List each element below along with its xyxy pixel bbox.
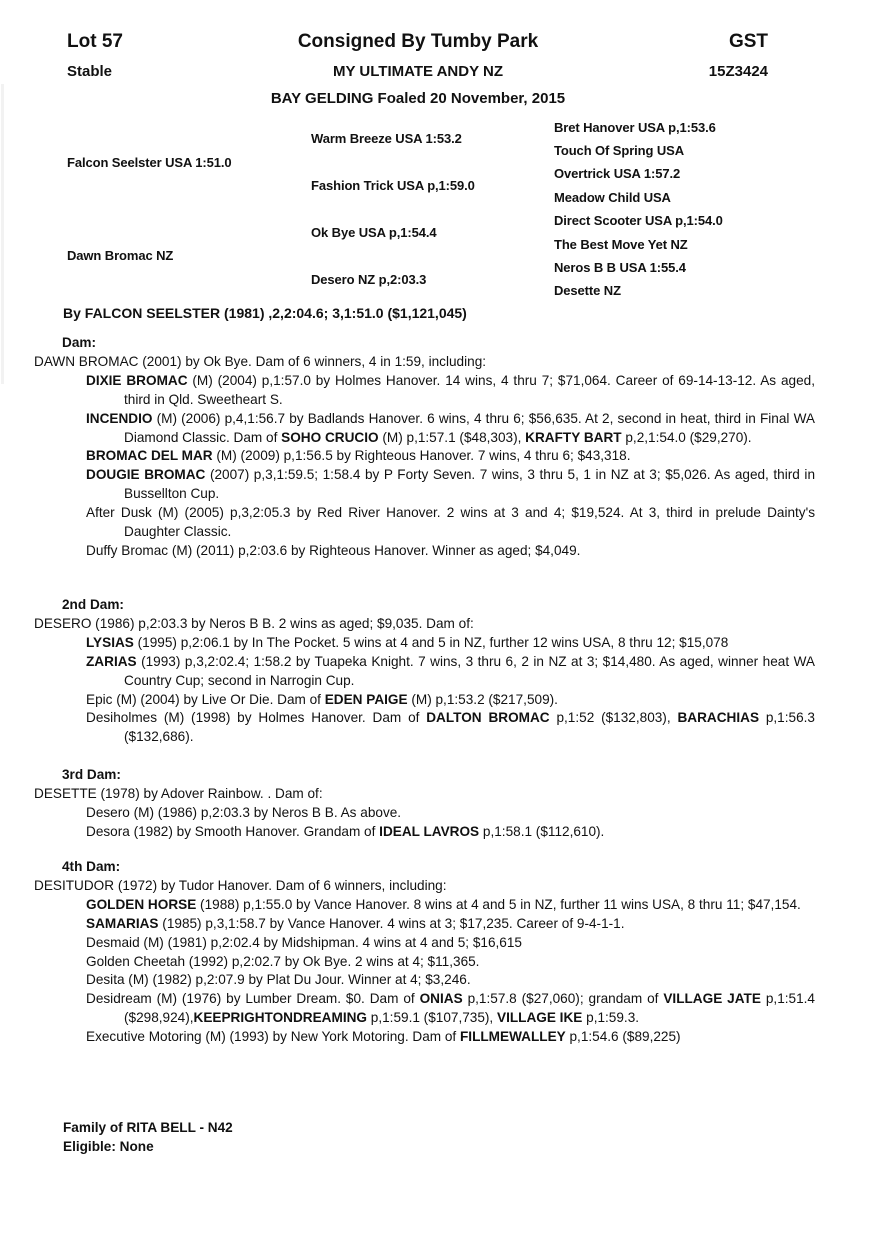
entry-text: p,1:58.1 ($112,610). (479, 823, 605, 839)
horse-name-bold: LYSIAS (86, 634, 134, 650)
section-title: 3rd Dam: (62, 767, 121, 782)
horse-name-bold: KRAFTY BART (525, 429, 622, 445)
entry-text: (M) (2009) p,1:56.5 by Righteous Hanover. 7 wins, 4 thru 6; $43,318. (212, 448, 631, 464)
horse-name-bold: DIXIE BROMAC (86, 372, 188, 388)
horse-name-bold: GOLDEN HORSE (86, 896, 197, 912)
section-dam-line: DESERO (1986) p,2:03.3 by Neros B B. 2 wins as aged; $9,035. Dam of: (34, 615, 474, 631)
progeny-entry (62, 971, 815, 990)
page-edge-shadow (1, 84, 4, 384)
horse-name-bold: KEEPRIGHTONDREAMING (193, 1010, 367, 1026)
progeny-entry (62, 504, 815, 542)
horse-name-bold: SOHO CRUCIO (281, 429, 379, 445)
pedigree-dam-dam: Desero NZ p,2:03.3 (311, 272, 427, 287)
pedigree-sire-sire: Warm Breeze USA 1:53.2 (311, 131, 462, 146)
entry-text: (1988) p,1:55.0 by Vance Hanover. 8 wins at 4 and 5 in NZ, further 11 wins USA, 8 thru 11; $47,154. (196, 896, 801, 912)
horse-id-code: 15Z3424 (708, 63, 768, 80)
section-dam-line: DAWN BROMAC (2001) by Ok Bye. Dam of 6 winners, 4 in 1:59, including: (34, 353, 487, 369)
entry-text: Desmaid (M) (1981) p,2:02.4 by Midshipman. 4 wins at 4 and 5; $16,615 (86, 934, 522, 950)
horse-name-bold: VILLAGE IKE (497, 1010, 583, 1026)
pedigree-dam-sire: Ok Bye USA p,1:54.4 (311, 225, 437, 240)
horse-name-bold: FILLMEWALLEY (459, 1029, 566, 1045)
pedigree-gen3-3: Overtrick USA 1:57.2 (554, 166, 681, 181)
pedigree-gen3-6: The Best Move Yet NZ (554, 237, 688, 252)
progeny-entry (62, 653, 815, 691)
entry-text: (1995) p,2:06.1 by In The Pocket. 5 wins at 4 and 5 in NZ, further 12 wins USA, 8 thru 12; $15,078 (133, 634, 729, 650)
section-title: 4th Dam: (62, 859, 121, 874)
progeny-entry (62, 372, 815, 410)
eligible-line: Eligible: None (63, 1139, 154, 1154)
pedigree-gen3-7: Neros B B USA 1:55.4 (554, 260, 686, 275)
horse-name-bold: IDEAL LAVROS (379, 823, 480, 839)
entry-text: p,1:52 ($132,803), (549, 710, 678, 726)
progeny-entry (62, 634, 815, 653)
horse-name-bold: SAMARIAS (86, 915, 159, 931)
pedigree-sire-dam: Fashion Trick USA p,1:59.0 (311, 178, 475, 193)
location: Stable (67, 63, 113, 80)
pedigree-dam: Dawn Bromac NZ (67, 248, 174, 263)
entry-text: Desidream (M) (1976) by Lumber Dream. $0. Dam of (86, 991, 420, 1007)
progeny-entry (62, 410, 815, 448)
entry-text: (2007) p,3,1:59.5; 1:58.4 by P Forty Seven. 7 wins, 3 thru 5, 1 in NZ at 3; $5,026. As aged, third in Bussellton Cup. (124, 467, 816, 502)
entry-text: Desora (1982) by Smooth Hanover. Grandam of (86, 823, 380, 839)
entry-text: p,1:59.1 ($107,735), (367, 1010, 497, 1026)
horse-name-bold: BARACHIAS (677, 710, 760, 726)
sire-summary: By FALCON SEELSTER (1981) ,2,2:04.6; 3,1:51.0 ($1,121,045) (63, 305, 467, 321)
progeny-entry (62, 709, 815, 747)
pedigree-gen3-2: Touch Of Spring USA (554, 143, 685, 158)
pedigree-gen3-1: Bret Hanover USA p,1:53.6 (554, 120, 716, 135)
entry-text: Executive Motoring (M) (1993) by New York Motoring. Dam of (86, 1029, 460, 1045)
progeny-entry (62, 915, 815, 934)
progeny-entry (62, 691, 815, 710)
section-title: Dam: (62, 335, 96, 350)
footer (63, 1118, 233, 1156)
pedigree-gen3-5: Direct Scooter USA p,1:54.0 (554, 213, 723, 228)
progeny-entry (62, 896, 815, 915)
section-title: 2nd Dam: (62, 597, 124, 612)
progeny-entry (62, 990, 815, 1028)
entry-text: (1993) p,3,2:02.4; 1:58.2 by Tuapeka Knight. 7 wins, 3 thru 6, 2 in NZ at 3; $14,480. As aged, winner heat WA Country Cup; second in Narrogin Cup. (124, 653, 815, 688)
entry-text: p,1:57.8 ($27,060); grandam of (462, 991, 664, 1007)
entry-text: Duffy Bromac (M) (2011) p,2:03.6 by Righteous Hanover. Winner as aged; $4,049. (86, 542, 581, 558)
pedigree-sire: Falcon Seelster USA 1:51.0 (67, 155, 232, 170)
entry-text: p,1:51.4 ($298,924), (124, 991, 815, 1026)
entry-text: Golden Cheetah (1992) p,2:02.7 by Ok Bye. 2 wins at 4; $11,365. (86, 953, 480, 969)
progeny-entry (62, 953, 815, 972)
horse-name-bold: ZARIAS (86, 653, 137, 669)
horse-name-bold: EDEN PAIGE (324, 691, 408, 707)
dam-section (34, 858, 815, 1047)
horse-name-bold: ONIAS (419, 991, 463, 1007)
progeny-entry (62, 466, 815, 504)
entry-text: (M) (2006) p,4,1:56.7 by Badlands Hanover. 6 wins, 4 thru 6; $56,635. At 2, second in heat, third in Final WA Diamond Classic. Dam of (124, 410, 815, 445)
entry-text: (M) p,1:53.2 ($217,509). (407, 691, 558, 707)
entry-text: p,2,1:54.0 ($29,270). (621, 429, 752, 445)
horse-name-bold: BROMAC DEL MAR (86, 448, 213, 464)
entry-text: Desero (M) (1986) p,2:03.3 by Neros B B. As above. (86, 804, 402, 820)
horse-name: MY ULTIMATE ANDY NZ (333, 63, 503, 80)
section-dam-line: DESITUDOR (1972) by Tudor Hanover. Dam of 6 winners, including: (34, 877, 447, 893)
entry-text: Desita (M) (1982) p,2:07.9 by Plat Du Jour. Winner at 4; $3,246. (86, 972, 471, 988)
progeny-entry (62, 823, 815, 842)
progeny-entry (62, 804, 815, 823)
dam-section (34, 596, 815, 747)
entry-text: (1985) p,3,1:58.7 by Vance Hanover. 4 wins at 3; $17,235. Career of 9-4-1-1. (158, 915, 625, 931)
pedigree-gen3-4: Meadow Child USA (554, 190, 671, 205)
horse-name-bold: VILLAGE JATE (663, 991, 761, 1007)
horse-name-bold: DALTON BROMAC (426, 710, 550, 726)
entry-text: (M) p,1:57.1 ($48,303), (378, 429, 526, 445)
horse-description: BAY GELDING Foaled 20 November, 2015 (270, 90, 566, 107)
section-dam-line: DESETTE (1978) by Adover Rainbow. . Dam of: (34, 785, 323, 801)
dam-section (34, 766, 815, 842)
horse-name-bold: INCENDIO (86, 410, 153, 426)
progeny-entry (62, 934, 815, 953)
entry-text: p,1:59.3. (582, 1010, 640, 1026)
entry-text: (M) (2004) p,1:57.0 by Holmes Hanover. 14 wins, 4 thru 7; $71,064. Career of 69-14-13-12. As aged, third in Qld. Sweetheart S. (124, 372, 815, 407)
progeny-entry (62, 542, 815, 561)
entry-text: Epic (M) (2004) by Live Or Die. Dam of (86, 691, 325, 707)
pedigree-gen3-8: Desette NZ (554, 283, 621, 298)
gst-label: GST (728, 31, 768, 52)
entry-text: After Dusk (M) (2005) p,3,2:05.3 by Red River Hanover. 2 wins at 3 and 4; $19,524. At 3, third in prelude Dainty's Daughter Classic. (86, 505, 815, 540)
horse-name-bold: DOUGIE BROMAC (86, 467, 206, 483)
dam-section (34, 334, 816, 561)
lot-number: Lot 57 (67, 31, 123, 52)
entry-text: p,1:56.3 ($132,686). (124, 710, 815, 745)
progeny-entry (62, 1028, 815, 1047)
progeny-entry (62, 447, 815, 466)
consignor: Consigned By Tumby Park (297, 31, 539, 52)
entry-text: p,1:54.6 ($89,225) (565, 1029, 681, 1045)
family-line: Family of RITA BELL - N42 (63, 1120, 233, 1135)
entry-text: Desiholmes (M) (1998) by Holmes Hanover. Dam of (86, 710, 427, 726)
